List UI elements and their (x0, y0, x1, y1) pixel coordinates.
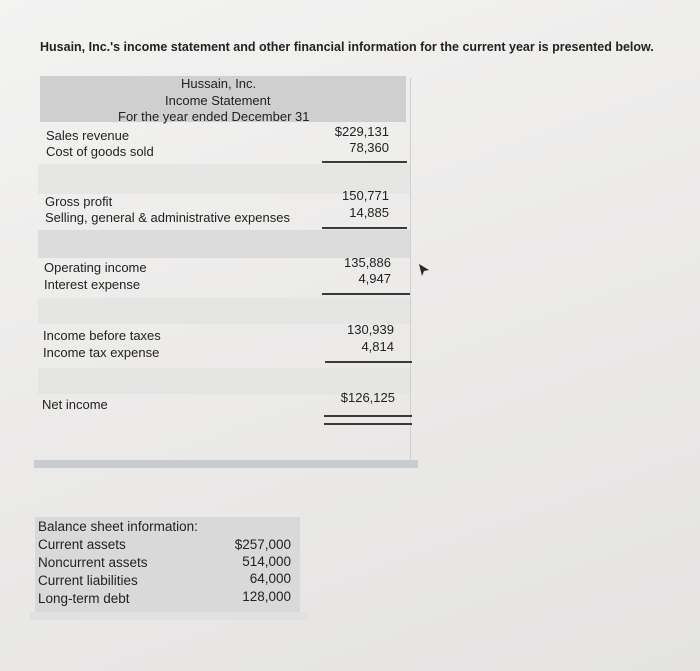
cogs-value: 78,360 (349, 140, 389, 155)
row-band (38, 230, 410, 258)
balance-sheet-footer (30, 612, 308, 620)
current-assets-value: $257,000 (234, 537, 291, 552)
sga-label: Selling, general & administrative expenses (45, 210, 290, 225)
net-income-value: $126,125 (340, 390, 395, 405)
current-assets-label: Current assets (38, 537, 126, 552)
current-liabilities-label: Current liabilities (38, 573, 138, 588)
double-underline-top (324, 415, 412, 417)
double-underline-bottom (324, 423, 412, 425)
interest-expense-value: 4,947 (358, 271, 391, 286)
income-tax-expense-value: 4,814 (361, 339, 394, 354)
sga-value: 14,885 (349, 205, 389, 220)
company-name: Hussain, Inc. (181, 76, 257, 91)
table-edge (410, 78, 411, 468)
operating-income-value: 135,886 (344, 255, 391, 270)
sales-revenue-label: Sales revenue (46, 128, 130, 143)
operating-income-label: Operating income (44, 260, 147, 275)
underline (322, 293, 410, 295)
current-liabilities-value: 64,000 (249, 571, 291, 586)
income-tax-expense-label: Income tax expense (43, 345, 160, 360)
section-divider (34, 460, 418, 468)
long-term-debt-value: 128,000 (242, 589, 291, 604)
income-before-taxes-label: Income before taxes (43, 328, 161, 343)
intro-text: Husain, Inc.'s income statement and other financial information for the current year is presented below. (40, 40, 654, 54)
underline (322, 227, 407, 229)
gross-profit-label: Gross profit (45, 194, 113, 209)
noncurrent-assets-value: 514,000 (242, 554, 291, 569)
statement-name: Income Statement (165, 93, 271, 108)
sales-revenue-value: $229,131 (334, 124, 389, 139)
long-term-debt-label: Long-term debt (38, 591, 130, 606)
underline (322, 161, 407, 163)
underline (325, 361, 412, 363)
income-before-taxes-value: 130,939 (347, 322, 394, 337)
balance-sheet-heading: Balance sheet information: (38, 519, 198, 534)
gross-profit-value: 150,771 (342, 188, 389, 203)
net-income-label: Net income (42, 397, 108, 412)
statement-period: For the year ended December 31 (118, 109, 310, 124)
cogs-label: Cost of goods sold (46, 144, 154, 159)
row-band (38, 298, 410, 324)
noncurrent-assets-label: Noncurrent assets (38, 555, 148, 570)
interest-expense-label: Interest expense (44, 277, 141, 292)
